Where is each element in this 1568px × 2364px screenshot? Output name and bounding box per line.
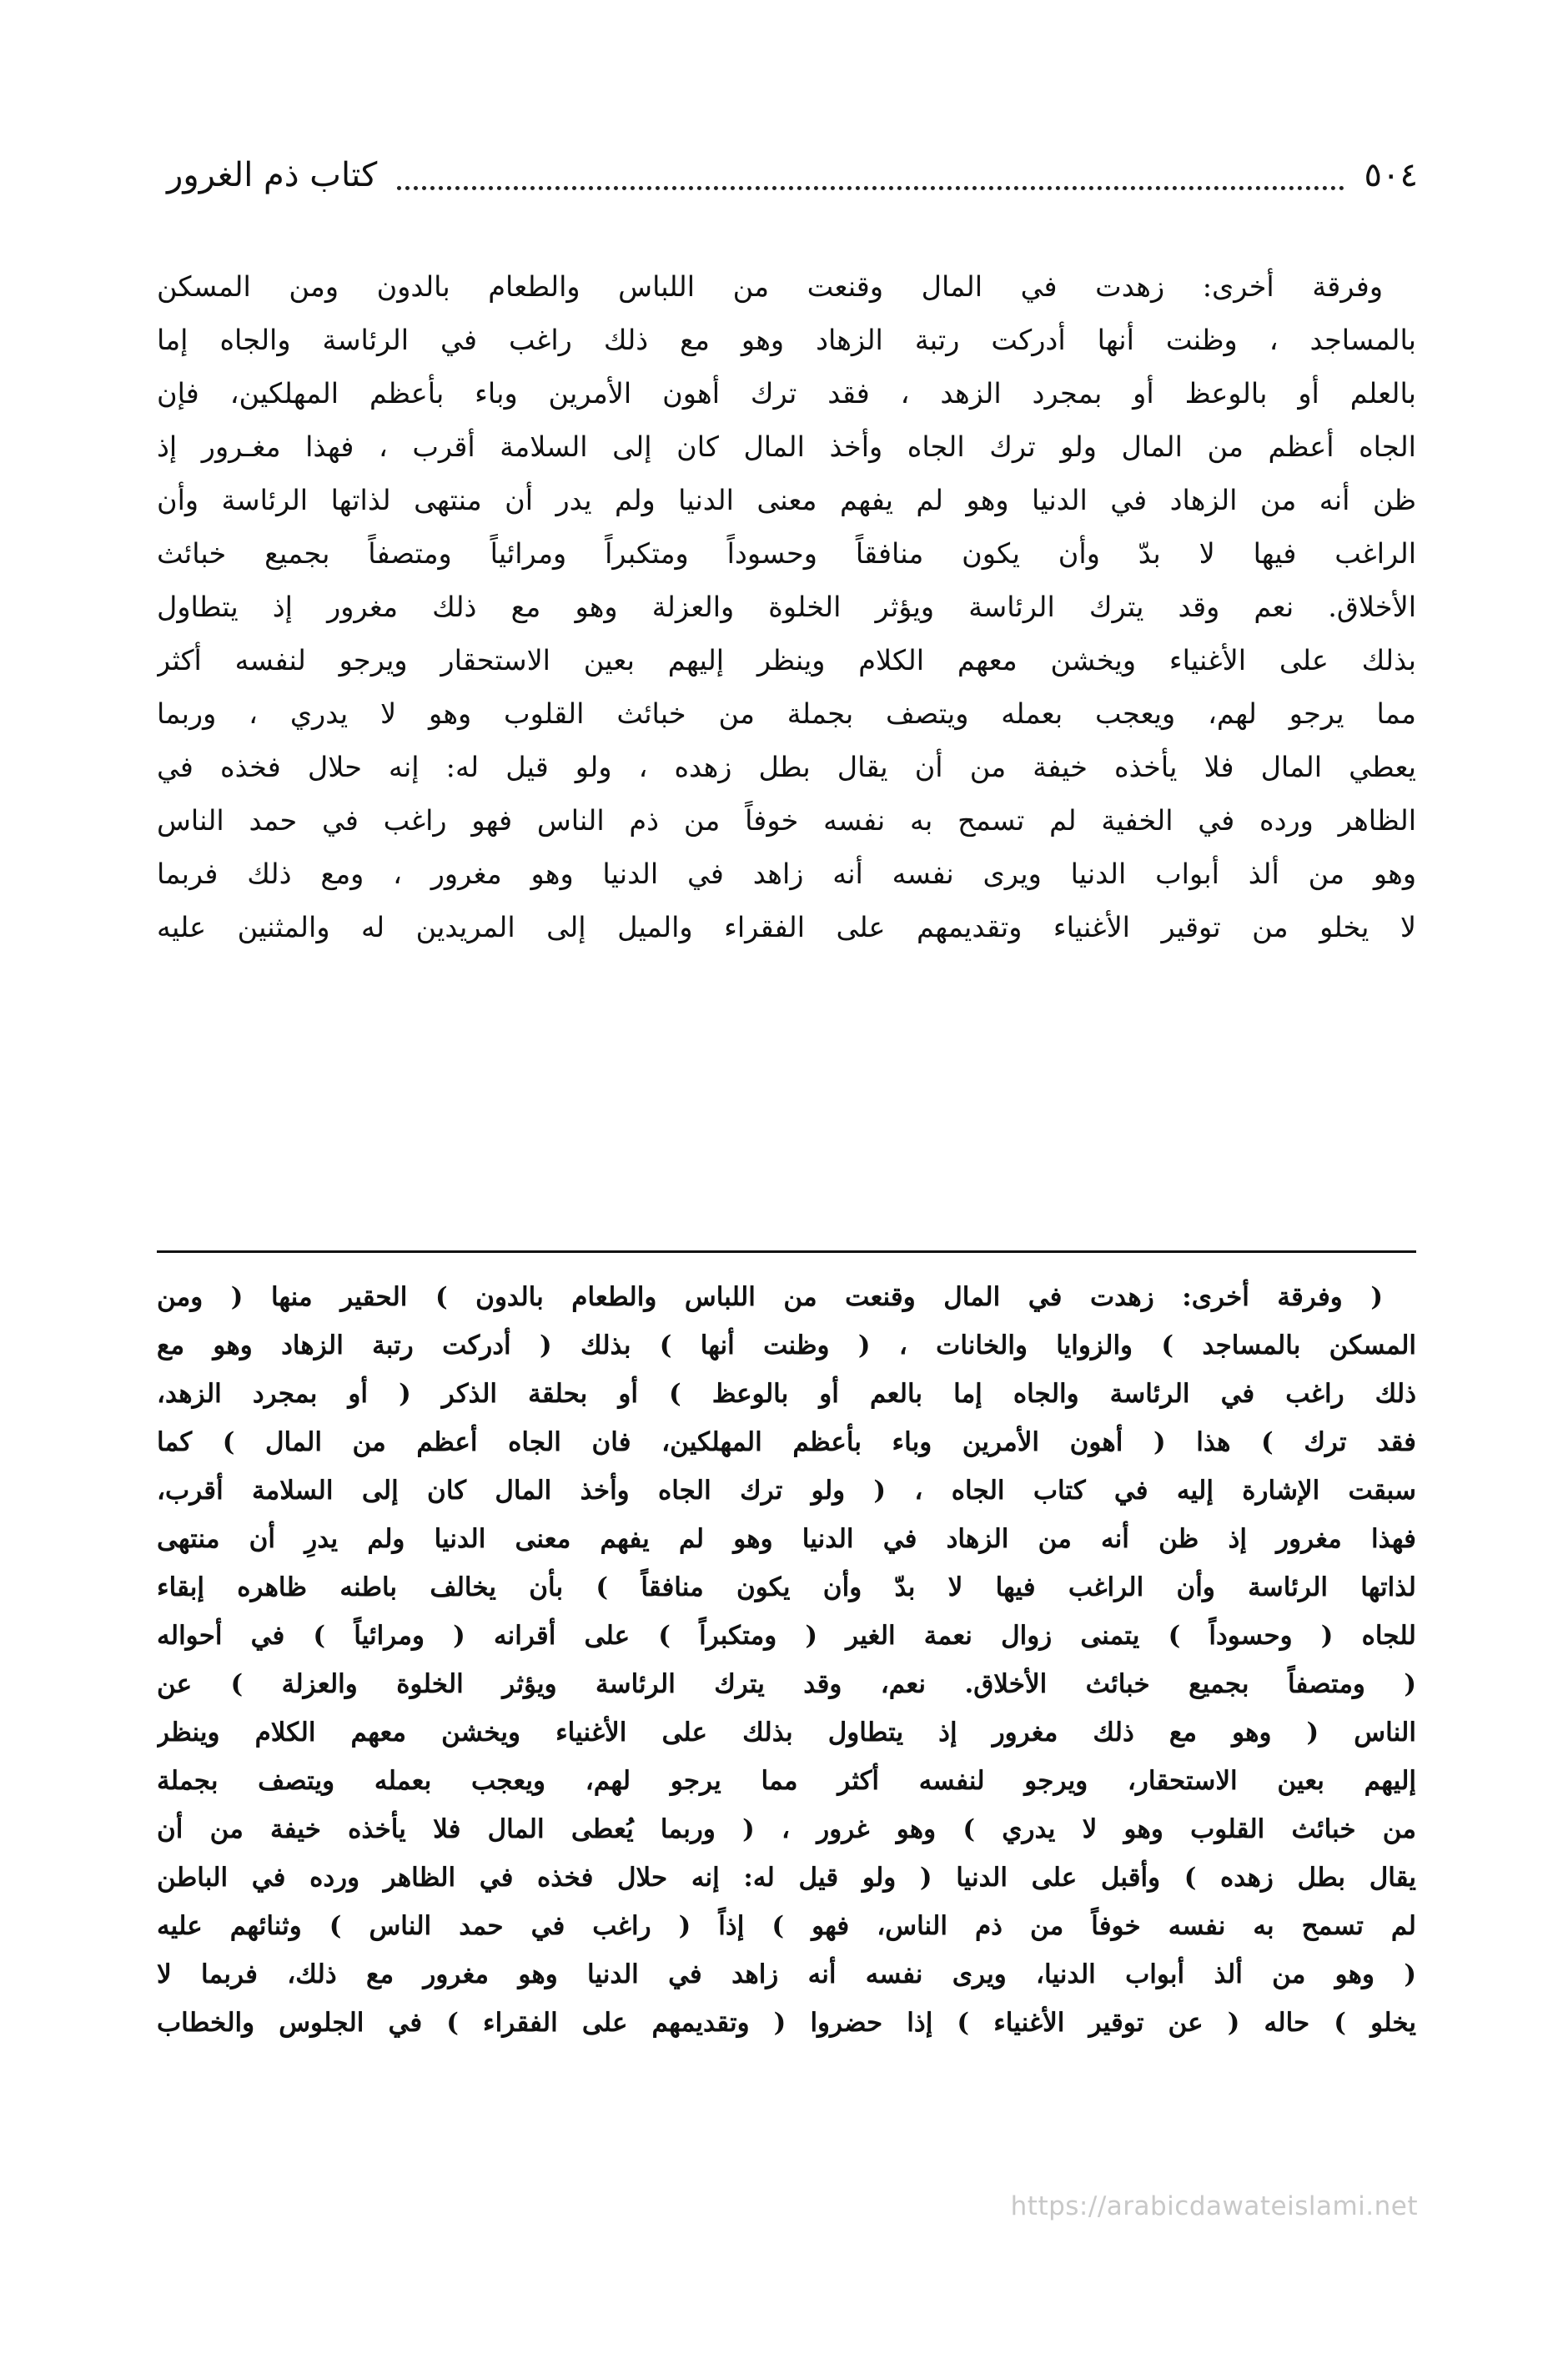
commentary-line: ( وهو من ألذ أبواب الدنيا، ويرى نفسه أنه زاهد في الدنيا وهو مغرور مع ذلك، فربما لا	[157, 1959, 1416, 1989]
chapter-title: كتاب ذم الغرور	[167, 156, 378, 194]
main-text-line: وهو من ألذ أبواب الدنيا ويرى نفسه أنه زاهد في الدنيا وهو مغرور ، ومع ذلك فربما	[157, 858, 1416, 890]
commentary-line: يقال بطل زهده ) وأقبل على الدنيا ( ولو قيل له: إنه حلال فخذه في الظاهر ورده في الباطن	[157, 1863, 1416, 1893]
commentary-line: ( وفرقة أخرى: زهدت في المال وقنعت من اللباس والطعام بالدون ) الحقير منها ( ومن	[157, 1282, 1383, 1312]
commentary-line: ذلك راغب في الرئاسة والجاه إما بالعم أو بالوعظ ) أو بحلقة الذكر ( أو بمجرد الزهد،	[157, 1379, 1416, 1409]
commentary-line: لذاتها الرئاسة وأن الراغب فيها لا بدّ وأن يكون منافقاً ) بأن يخالف باطنه ظاهره إبقاء	[157, 1572, 1416, 1602]
commentary-line: فهذا مغرور إذ ظن أنه من الزهاد في الدنيا وهو لم يفهم معنى الدنيا ولم يدرِ أن منتهى	[157, 1524, 1416, 1554]
commentary-line: إليهم بعين الاستحقار، ويرجو لنفسه أكثر مما يرجو لهم، ويعجب بعمله ويتصف بجملة	[157, 1766, 1416, 1796]
main-text-line: الظاهر ورده في الخفية لم تسمح به نفسه خوفاً من ذم الناس فهو راغب في حمد الناس	[157, 804, 1416, 837]
footnote-divider	[157, 1250, 1416, 1253]
main-text-line: لا يخلو من توقير الأغنياء وتقديمهم على الفقراء والميل إلى المريدين له والمثنين عليه	[157, 911, 1416, 943]
commentary-line: الناس ( وهو مع ذلك مغرور إذ يتطاول بذلك على الأغنياء ويخشن معهم الكلام وينظر	[157, 1718, 1416, 1748]
header-dotted-leader	[397, 178, 1344, 190]
main-text-line: مما يرجو لهم، ويعجب بعمله ويتصف بجملة من خبائث القلوب وهو لا يدري ، وربما	[157, 697, 1416, 730]
commentary-line: لم تسمح به نفسه خوفاً من ذم الناس، فهو ) إذاً ( راغب في حمد الناس ) وثنائهم عليه	[157, 1911, 1416, 1941]
commentary-line: المسكن بالمساجد ) والزوايا والخانات ، ( وظنت أنها ) بذلك ( أدركت رتبة الزهاد وهو مع	[157, 1330, 1416, 1361]
main-text-line: بالعلم أو بالوعظ أو بمجرد الزهد ، فقد ترك أهون الأمرين وباء بأعظم المهلكين، فإن	[157, 377, 1416, 410]
main-text-line: الراغب فيها لا بدّ وأن يكون منافقاً وحسوداً ومتكبراً ومرائياً ومتصفاً بجميع خبائث	[157, 537, 1416, 570]
main-text-line: الجاه أعظم من المال ولو ترك الجاه وأخذ المال كان إلى السلامة أقرب ، فهذا مغـرور إذ	[157, 430, 1416, 463]
main-text-line: الأخلاق. نعم وقد يترك الرئاسة ويؤثر الخلوة والعزلة وهو مع ذلك مغرور إذ يتطاول	[157, 591, 1416, 623]
page-number: ٥٠٤	[1364, 156, 1418, 194]
main-text-line: يعطي المال فلا يأخذه خيفة من أن يقال بطل زهده ، ولو قيل له: إنه حلال فخذه في	[157, 751, 1416, 783]
main-text-line: بذلك على الأغنياء ويخشن معهم الكلام وينظر إليهم بعين الاستحقار ويرجو لنفسه أكثر	[157, 644, 1416, 677]
commentary-line: ( ومتصفاً بجميع خبائث الأخلاق. نعم، وقد يترك الرئاسة ويؤثر الخلوة والعزلة ) عن	[157, 1669, 1416, 1699]
commentary-line: من خبائث القلوب وهو لا يدري ) وهو غرور ، ( وربما يُعطى المال فلا يأخذه خيفة من أن	[157, 1814, 1416, 1844]
watermark-url: https://arabicdawateislami.net	[1010, 2191, 1418, 2221]
main-text	[157, 260, 1416, 954]
main-text-line: وفرقة أخرى: زهدت في المال وقنعت من اللباس والطعام بالدون ومن المسكن	[157, 270, 1383, 303]
commentary-line: للجاه ( وحسوداً ) يتمنى زوال نعمة الغير ( ومتكبراً ) على أقرانه ( ومرائياً ) في أحواله	[157, 1621, 1416, 1651]
commentary-line: سبقت الإشارة إليه في كتاب الجاه ، ( ولو ترك الجاه وأخذ المال كان إلى السلامة أقرب،	[157, 1476, 1416, 1506]
commentary-line: فقد ترك ) هذا ( أهون الأمرين وباء بأعظم المهلكين، فان الجاه أعظم من المال ) كما	[157, 1427, 1416, 1457]
running-header	[167, 142, 1418, 209]
main-text-line: بالمساجد ، وظنت أنها أدركت رتبة الزهاد وهو مع ذلك راغب في الرئاسة والجاه إما	[157, 324, 1416, 356]
main-text-line: ظن أنه من الزهاد في الدنيا وهو لم يفهم معنى الدنيا ولم يدر أن منتهى لذاتها الرئاسة وأن	[157, 484, 1416, 516]
commentary-line: يخلو ) حاله ( عن توقير الأغنياء ) إذا حضروا ( وتقديمهم على الفقراء ) في الجلوس والخطاب	[157, 2008, 1416, 2038]
commentary-text	[157, 1273, 1416, 2047]
